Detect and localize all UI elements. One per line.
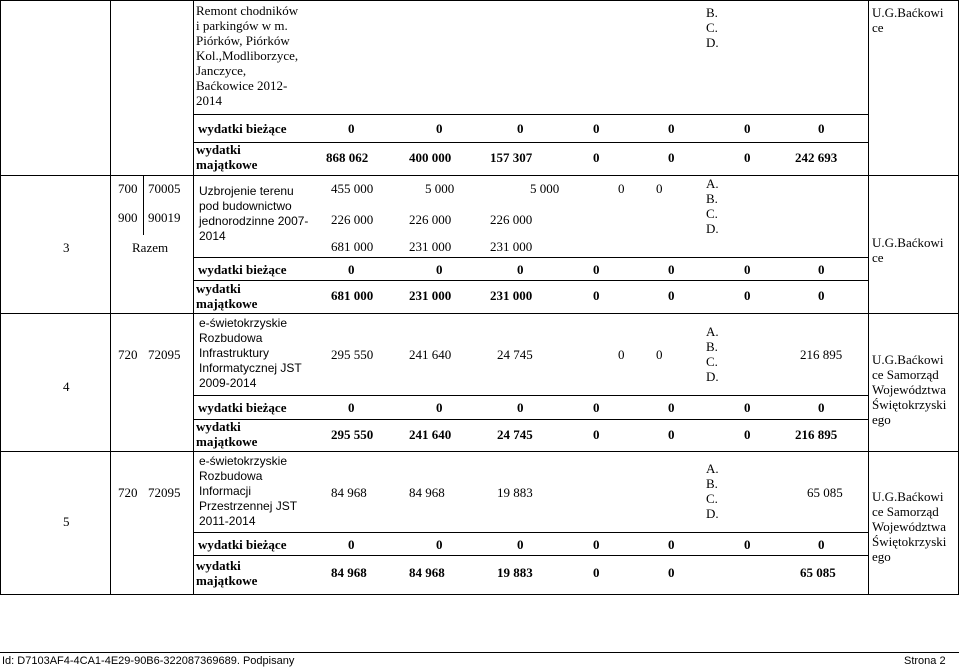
cell: 0 [744, 288, 751, 303]
cell: 0 [593, 288, 600, 303]
cell: 0 [517, 537, 524, 552]
cell: 0 [436, 400, 443, 415]
task-name: Remont chodników i parkingów w m. Piórków, Piórków Kol.,Modliborzyce, Janczyce, Baćkowice 2012- 2014 [196, 3, 299, 108]
cell: 0 [744, 262, 751, 277]
cell: 0 [593, 262, 600, 277]
cell: 0 [517, 262, 524, 277]
chapter-code: 90019 [148, 210, 181, 225]
cell: 0 [744, 400, 751, 415]
cell: 231 000 [490, 239, 533, 254]
cell: 0 [517, 400, 524, 415]
cell: 19 883 [497, 485, 533, 500]
cell: 0 [348, 121, 355, 136]
chapter-code: 70005 [148, 181, 181, 196]
cell: 0 [618, 181, 625, 196]
cell: 226 000 [409, 212, 452, 227]
cell: 0 [436, 121, 443, 136]
section-code: 720 [118, 485, 138, 500]
cell: 19 883 [497, 565, 533, 580]
cell: 0 [436, 262, 443, 277]
cell: 0 [818, 262, 825, 277]
variant-letters: A. B. C. D. [706, 324, 719, 384]
cell: 216 895 [795, 427, 838, 442]
cell: 0 [744, 537, 751, 552]
chapter-code: 72095 [148, 485, 181, 500]
expense-current-label: wydatki bieżące [198, 121, 287, 136]
cell: 0 [593, 427, 600, 442]
cell: 65 085 [807, 485, 843, 500]
section-code: 900 [118, 210, 138, 225]
section-code: 720 [118, 347, 138, 362]
cell: 868 062 [326, 150, 369, 165]
cell: 295 550 [331, 427, 374, 442]
row-number: 3 [63, 240, 70, 255]
cell: 0 [744, 121, 751, 136]
cell: 231 000 [409, 288, 452, 303]
cell: 84 968 [409, 565, 445, 580]
executing-unit: U.G.Baćkowi ce [872, 235, 944, 265]
cell: 241 640 [409, 427, 452, 442]
cell: 0 [436, 537, 443, 552]
cell: 241 640 [409, 347, 452, 362]
executing-unit: U.G.Baćkowi ce Samorząd Województwa Świętokrzyski ego [872, 489, 947, 564]
cell: 242 693 [795, 150, 838, 165]
expense-capital-label: wydatki majątkowe [196, 419, 258, 449]
task-name: e-świetokrzyskie Rozbudowa Informacji Przestrzennej JST 2011-2014 [199, 454, 298, 528]
page-number: Strona 2 [904, 655, 946, 667]
cell: 216 895 [800, 347, 843, 362]
cell: 0 [818, 400, 825, 415]
footer-rule [0, 652, 959, 653]
cell: 0 [668, 427, 675, 442]
cell: 226 000 [490, 212, 533, 227]
cell: 0 [668, 262, 675, 277]
cell: 84 968 [331, 565, 367, 580]
cell: 400 000 [409, 150, 452, 165]
cell: 84 968 [409, 485, 445, 500]
cell: 0 [517, 121, 524, 136]
cell: 0 [668, 150, 675, 165]
cell: 0 [818, 121, 825, 136]
cell: 0 [593, 150, 600, 165]
cell: 295 550 [331, 347, 374, 362]
cell: 5 000 [530, 181, 560, 196]
cell: 455 000 [331, 181, 374, 196]
cell: 0 [744, 150, 751, 165]
cell: 24 745 [497, 427, 533, 442]
expense-capital-label: wydatki majątkowe [196, 281, 258, 311]
cell: 0 [744, 427, 751, 442]
cell: 0 [348, 537, 355, 552]
cell: 24 745 [497, 347, 533, 362]
cell: 231 000 [490, 288, 533, 303]
cell: 226 000 [331, 212, 374, 227]
cell: 0 [593, 565, 600, 580]
cell: 681 000 [331, 239, 374, 254]
variant-letters: B. C. D. [706, 5, 719, 50]
cell: 0 [593, 400, 600, 415]
cell: 0 [656, 347, 663, 362]
cell: 0 [348, 262, 355, 277]
row-number: 4 [63, 379, 70, 394]
chapter-code: 72095 [148, 347, 181, 362]
cell: 0 [656, 181, 663, 196]
cell: 0 [818, 288, 825, 303]
section-code: 700 [118, 181, 138, 196]
variant-letters: A. B. C. D. [706, 461, 719, 521]
expense-current-label: wydatki bieżące [198, 400, 287, 415]
expense-capital-label: wydatki majątkowe [196, 558, 258, 588]
cell: 0 [668, 400, 675, 415]
cell: 0 [348, 400, 355, 415]
document-id: Id: D7103AF4-4CA1-4E29-90B6-322087369689. Podpisany [2, 655, 295, 667]
cell: 0 [593, 121, 600, 136]
cell: 0 [668, 537, 675, 552]
total-label: Razem [132, 240, 169, 255]
executing-unit: U.G.Baćkowi ce [872, 5, 944, 35]
cell: 681 000 [331, 288, 374, 303]
cell: 0 [668, 121, 675, 136]
cell: 84 968 [331, 485, 367, 500]
expense-current-label: wydatki bieżące [198, 537, 287, 552]
task-name: e-świetokrzyskie Rozbudowa Infrastruktury Informatycznej JST 2009-2014 [199, 316, 302, 390]
cell: 0 [618, 347, 625, 362]
variant-letters: A. B. C. D. [706, 176, 719, 236]
cell: 65 085 [800, 565, 836, 580]
cell: 5 000 [425, 181, 455, 196]
cell: 0 [818, 537, 825, 552]
cell: 0 [593, 537, 600, 552]
cell: 157 307 [490, 150, 533, 165]
cell: 0 [668, 288, 675, 303]
expense-current-label: wydatki bieżące [198, 262, 287, 277]
executing-unit: U.G.Baćkowi ce Samorząd Województwa Świętokrzyski ego [872, 352, 947, 427]
cell: 231 000 [409, 239, 452, 254]
cell: 0 [668, 565, 675, 580]
expense-capital-label: wydatki majątkowe [196, 142, 258, 172]
task-name: Uzbrojenie terenu pod budownictwo jednorodzinne 2007- 2014 [199, 184, 309, 243]
row-number: 5 [63, 514, 70, 529]
